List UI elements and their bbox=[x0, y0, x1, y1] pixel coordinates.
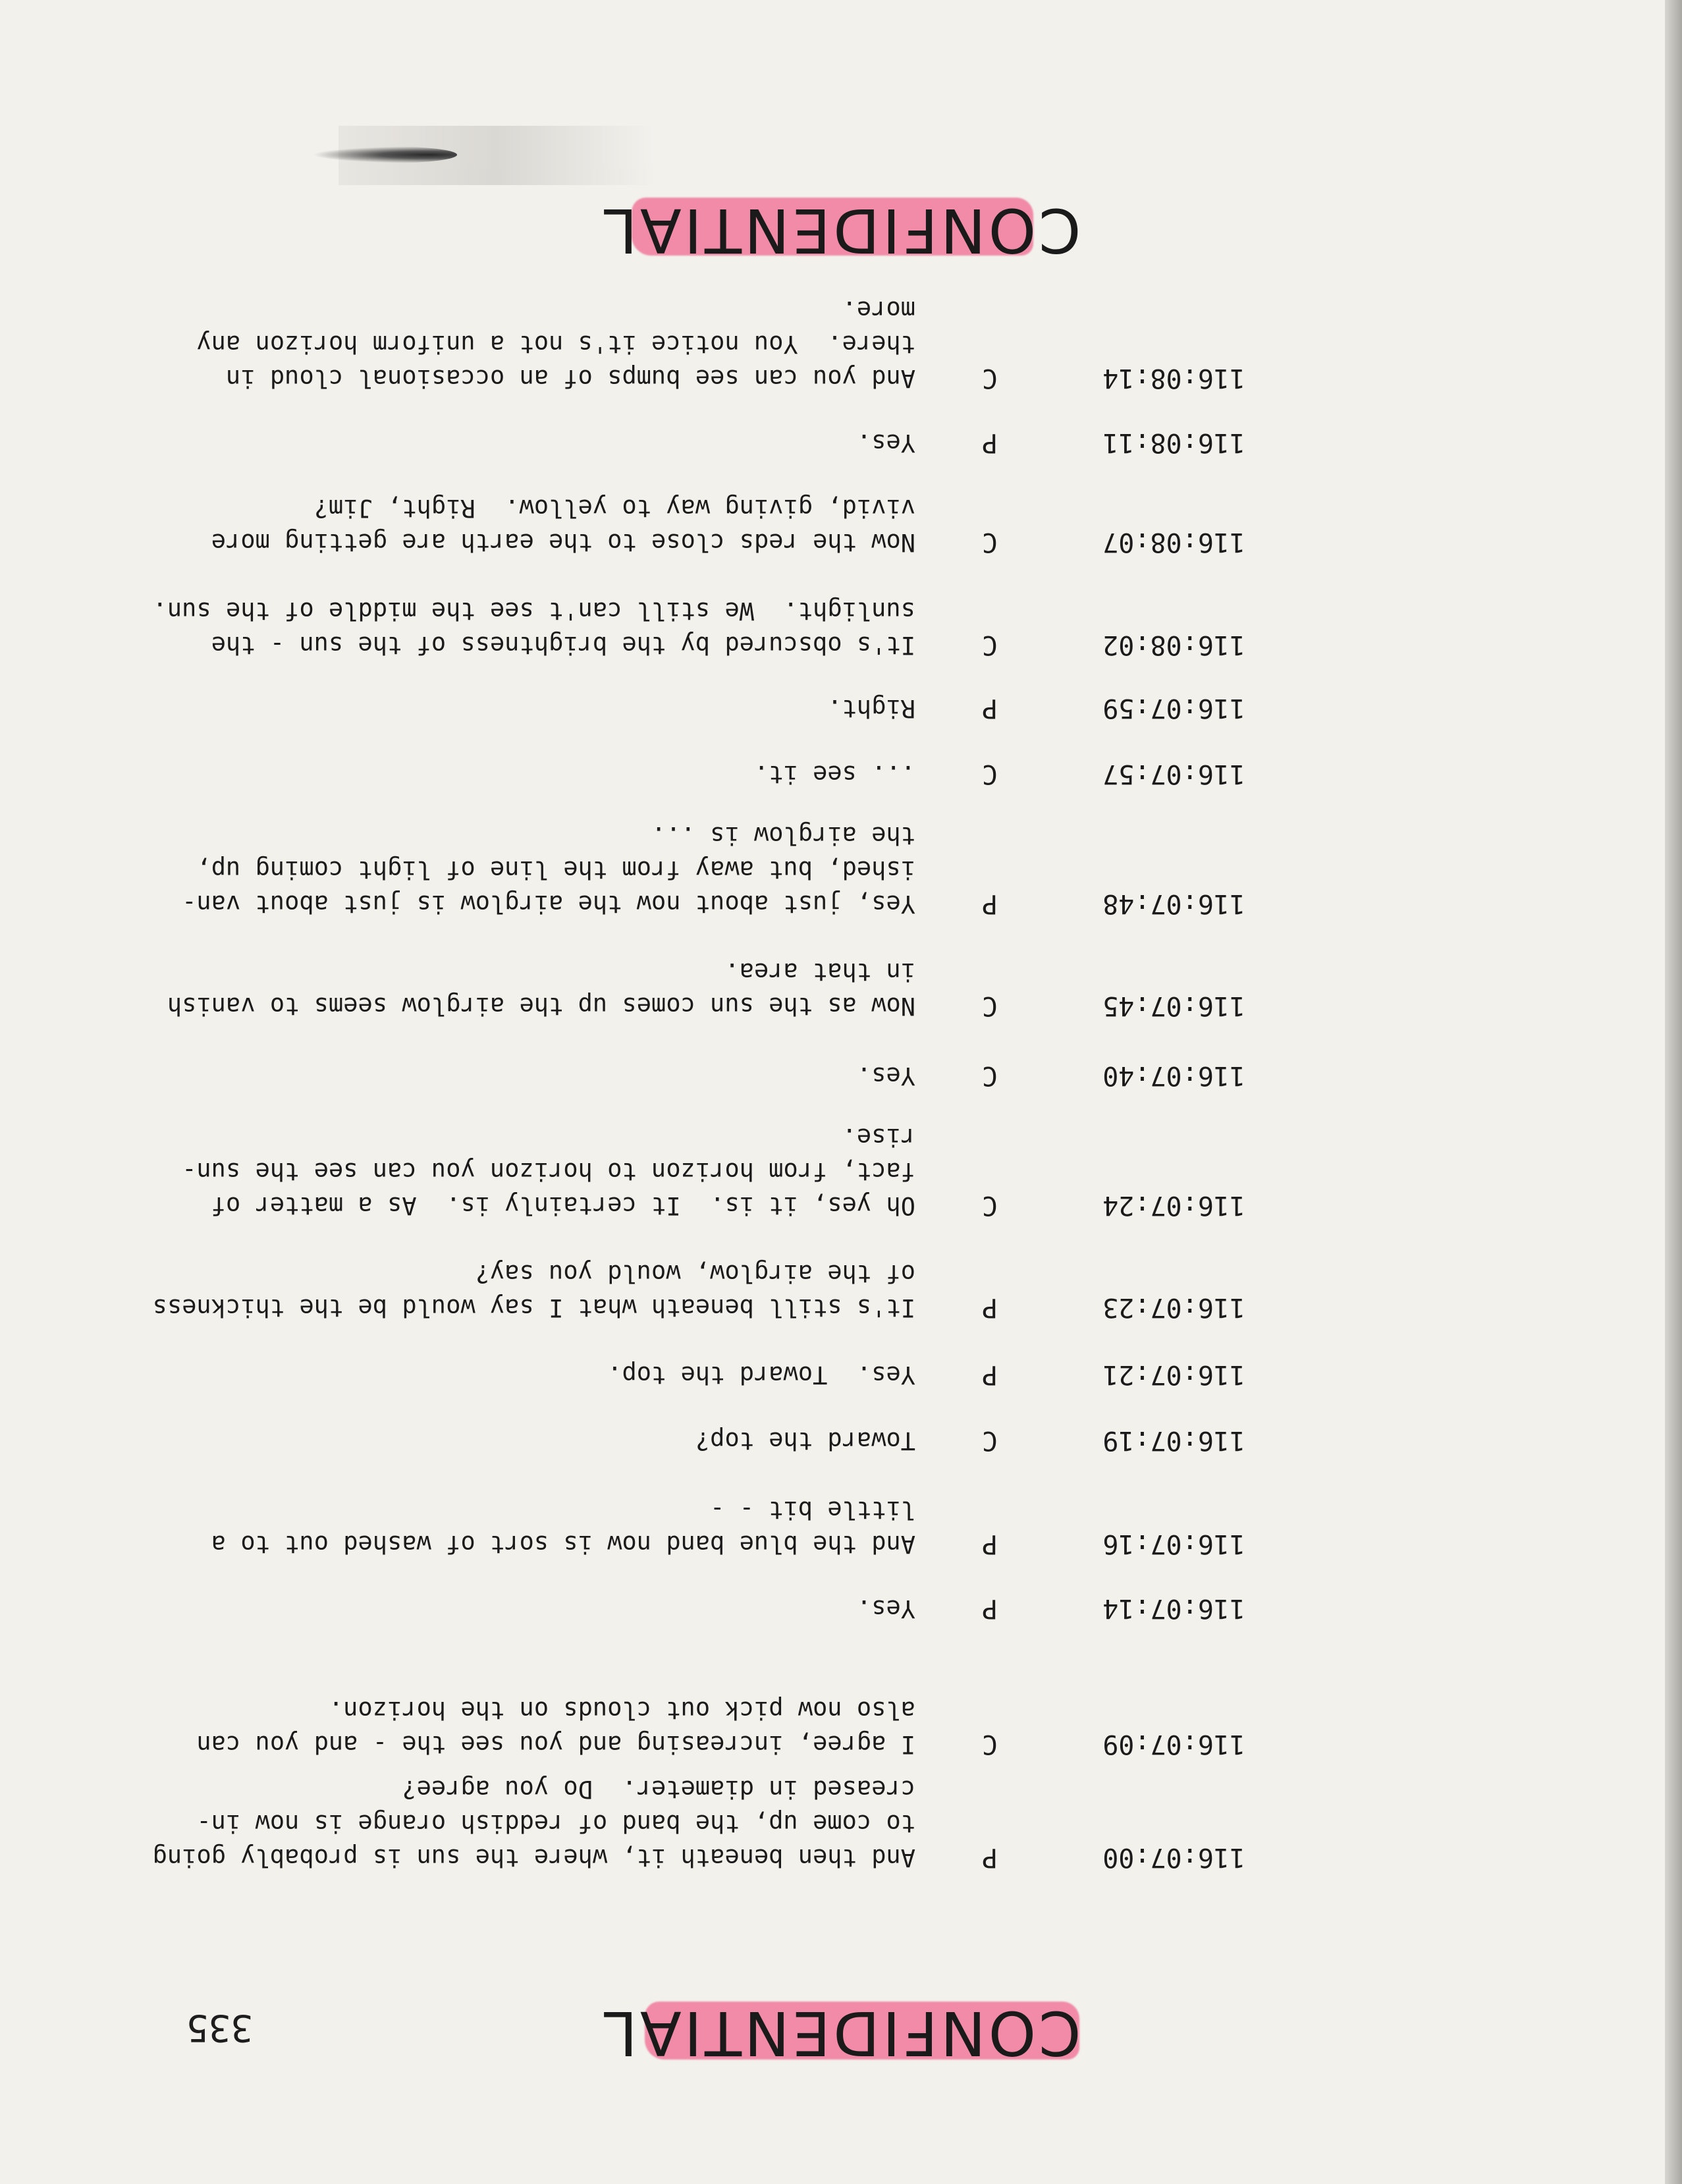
dialogue-line: Yes. Toward the top. bbox=[607, 1361, 915, 1389]
speaker-code: C bbox=[981, 527, 998, 557]
timestamp: 116:07:24 bbox=[1102, 1190, 1245, 1220]
timestamp: 116:07:19 bbox=[1102, 1425, 1245, 1456]
dialogue-line: It's obscured by the brightness of the sun - the bbox=[211, 631, 915, 659]
speaker-code: C bbox=[981, 363, 998, 393]
speaker-code: P bbox=[981, 888, 998, 919]
timestamp: 116:08:02 bbox=[1102, 630, 1245, 660]
dialogue-line: in that area. bbox=[724, 958, 915, 986]
speaker-code: P bbox=[981, 427, 998, 458]
confidential-stamp-bottom bbox=[0, 194, 1682, 266]
timestamp: 116:08:14 bbox=[1102, 363, 1245, 393]
dialogue-line: Oh yes, it is. It certainly is. As a matter of bbox=[211, 1191, 915, 1220]
dialogue-line: And then beneath it, where the sun is probably going bbox=[152, 1843, 915, 1872]
dialogue-line: Toward the top? bbox=[695, 1427, 915, 1455]
dialogue-line: Now as the sun comes up the airglow seems to vanish bbox=[167, 992, 915, 1020]
dialogue-line: sunlight. We still can't see the middle of the sun. bbox=[152, 597, 915, 625]
dialogue-line: ... see it. bbox=[753, 760, 915, 788]
dialogue-line: And you can see bumps of an occasional cloud in bbox=[226, 364, 915, 393]
dialogue-line: Now the reds close to the earth are getting more bbox=[211, 528, 915, 557]
dialogue-line: vivid, giving way to yellow. Right, Jim? bbox=[313, 494, 915, 522]
timestamp: 116:07:57 bbox=[1102, 759, 1245, 789]
dialogue-line: creased in diameter. Do you agree? bbox=[402, 1775, 915, 1803]
dialogue-line: I agree, increasing and you see the - and you can bbox=[196, 1730, 915, 1759]
timestamp: 116:07:40 bbox=[1102, 1060, 1245, 1091]
timestamp: 116:07:23 bbox=[1102, 1292, 1245, 1323]
dialogue-line: ished, but away from the line of light coming up, bbox=[196, 856, 915, 884]
dialogue-line: there. You notice it's not a uniform horizon any bbox=[196, 330, 915, 358]
speaker-code: P bbox=[981, 1842, 998, 1872]
timestamp: 116:07:45 bbox=[1102, 991, 1245, 1021]
speaker-code: P bbox=[981, 693, 998, 723]
speaker-code: C bbox=[981, 1729, 998, 1759]
timestamp: 116:07:59 bbox=[1102, 693, 1245, 723]
timestamp: 116:07:48 bbox=[1102, 888, 1245, 919]
dialogue-line: Yes. bbox=[856, 429, 915, 457]
dialogue-line: It's still beneath what I say would be the thickness bbox=[152, 1294, 915, 1322]
timestamp: 116:07:09 bbox=[1102, 1729, 1245, 1759]
dialogue-line: rise. bbox=[842, 1123, 915, 1151]
dialogue-line: also now pick out clouds on the horizon. bbox=[328, 1696, 915, 1724]
timestamp: 116:08:11 bbox=[1102, 427, 1245, 458]
dialogue-line: Yes. bbox=[856, 1062, 915, 1090]
timestamp: 116:08:07 bbox=[1102, 527, 1245, 557]
speaker-code: C bbox=[981, 1060, 998, 1091]
speaker-code: C bbox=[981, 991, 998, 1021]
confidential-stamp-text: CONFIDENTIAL bbox=[601, 195, 1081, 265]
timestamp: 116:07:14 bbox=[1102, 1593, 1245, 1624]
dialogue-line: Yes. bbox=[856, 1595, 915, 1623]
timestamp: 116:07:21 bbox=[1102, 1359, 1245, 1390]
dialogue-line: Right. bbox=[827, 694, 915, 723]
ink-smear bbox=[312, 146, 457, 163]
confidential-stamp-text: CONFIDENTIAL bbox=[601, 1998, 1081, 2068]
speaker-code: P bbox=[981, 1529, 998, 1559]
dialogue-line: the airglow is ... bbox=[651, 821, 915, 850]
page-number: 335 bbox=[186, 2006, 253, 2049]
speaker-code: C bbox=[981, 630, 998, 660]
speaker-code: P bbox=[981, 1359, 998, 1390]
speaker-code: C bbox=[981, 1425, 998, 1456]
timestamp: 116:07:00 bbox=[1102, 1842, 1245, 1872]
dialogue-line: fact, from horizon to horizon you can see the sun- bbox=[182, 1157, 915, 1186]
dialogue-line: to come up, the band of reddish orange is now in- bbox=[196, 1809, 915, 1838]
dialogue-line: more. bbox=[842, 296, 915, 324]
speaker-code: C bbox=[981, 1190, 998, 1220]
speaker-code: P bbox=[981, 1292, 998, 1323]
dialogue-line: little bit - - bbox=[710, 1496, 915, 1524]
dialogue-line: And the blue band now is sort of washed out to a bbox=[211, 1530, 915, 1558]
timestamp: 116:07:16 bbox=[1102, 1529, 1245, 1559]
speaker-code: P bbox=[981, 1593, 998, 1624]
dialogue-line: of the airglow, would you say? bbox=[475, 1259, 915, 1288]
dialogue-line: Yes, just about now the airglow is just about van- bbox=[182, 890, 915, 918]
speaker-code: C bbox=[981, 759, 998, 789]
